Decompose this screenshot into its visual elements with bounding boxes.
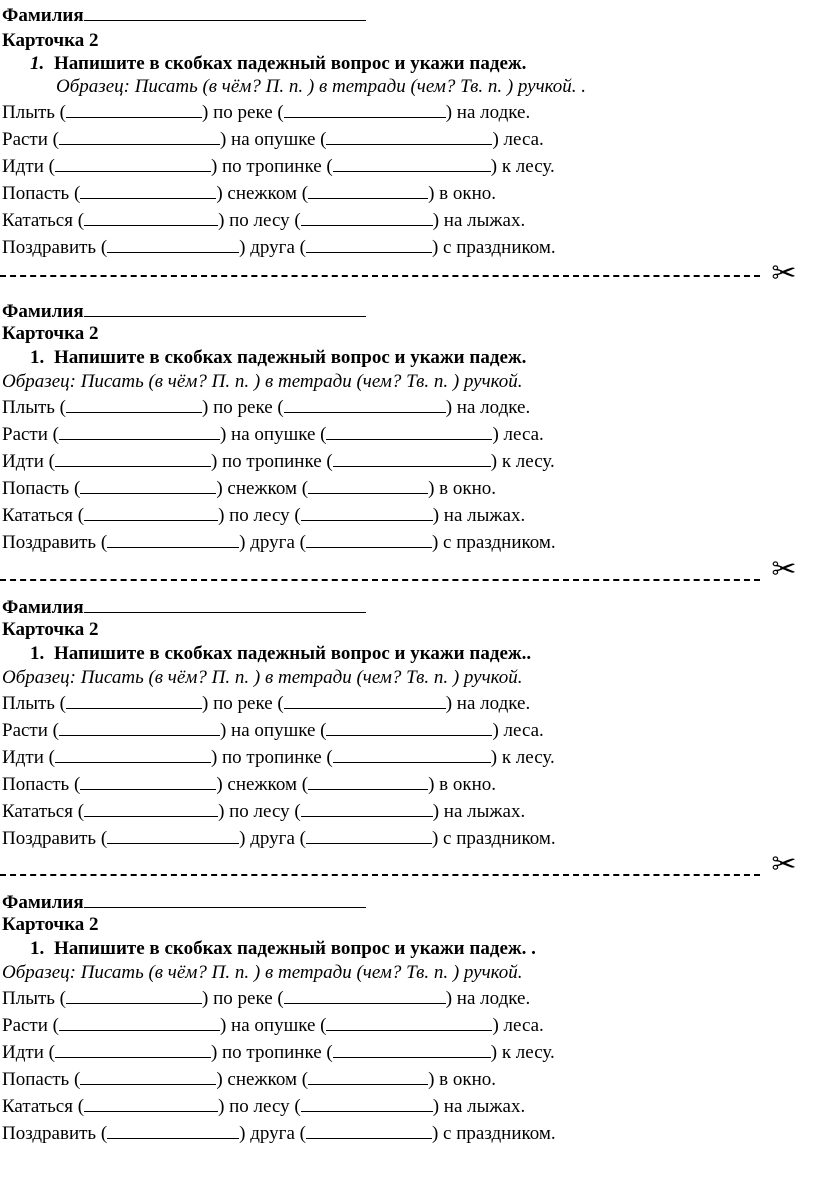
row-text: Попасть (: [2, 183, 81, 204]
row-text: ) на лодке.: [445, 988, 531, 1009]
row-text: Расти (: [2, 1015, 59, 1036]
row-text: ) к лесу.: [490, 747, 555, 768]
surname-label: Фамилия: [2, 597, 84, 618]
row-text: Кататься (: [2, 801, 85, 822]
row-text: ) снежком (: [216, 478, 309, 499]
answer-blank[interactable]: [333, 745, 491, 763]
row-text: Идти (: [2, 451, 55, 472]
row-text: Кататься (: [2, 210, 85, 231]
answer-blank[interactable]: [84, 1094, 218, 1112]
surname-blank[interactable]: [84, 299, 366, 317]
row-text: ) по лесу (: [218, 505, 301, 526]
row-text: Попасть (: [2, 478, 81, 499]
exercise-row: [2, 127, 544, 151]
row-text: ) по лесу (: [218, 210, 301, 231]
row-text: ) в окно.: [428, 183, 497, 204]
surname-blank[interactable]: [84, 890, 366, 908]
answer-blank[interactable]: [326, 422, 492, 440]
answer-blank[interactable]: [308, 476, 428, 494]
answer-blank[interactable]: [308, 1067, 428, 1085]
exercise-row: [2, 691, 530, 715]
answer-blank[interactable]: [59, 422, 220, 440]
answer-blank[interactable]: [306, 1121, 432, 1139]
answer-blank[interactable]: [84, 799, 218, 817]
example-text: Образец: Писать (в чём? П. п. ) в тетради (чем? Тв. п. ) ручкой. .: [56, 76, 587, 97]
exercise-row: [2, 826, 556, 850]
row-text: ) по лесу (: [218, 1096, 301, 1117]
row-text: ) по тропинке (: [210, 747, 333, 768]
answer-blank[interactable]: [301, 208, 433, 226]
exercise-row: [2, 154, 555, 178]
row-text: ) к лесу.: [490, 451, 555, 472]
answer-blank[interactable]: [84, 503, 218, 521]
answer-blank[interactable]: [80, 181, 216, 199]
surname-label: Фамилия: [2, 5, 84, 26]
row-text: ) на опушке (: [219, 1015, 327, 1036]
row-text: Кататься (: [2, 505, 85, 526]
answer-blank[interactable]: [66, 691, 202, 709]
card-title: Карточка 2: [2, 914, 99, 935]
row-text: Попасть (: [2, 774, 81, 795]
task-row: [30, 938, 536, 960]
answer-blank[interactable]: [284, 395, 446, 413]
answer-blank[interactable]: [326, 718, 492, 736]
row-text: ) в окно.: [428, 478, 497, 499]
exercise-row: [2, 449, 555, 473]
answer-blank[interactable]: [55, 449, 211, 467]
exercise-row: [2, 395, 530, 419]
answer-blank[interactable]: [301, 799, 433, 817]
row-text: ) друга (: [239, 532, 306, 553]
row-text: ) снежком (: [216, 774, 309, 795]
answer-blank[interactable]: [107, 826, 239, 844]
task-number: 1.: [30, 347, 45, 368]
answer-blank[interactable]: [284, 691, 446, 709]
answer-blank[interactable]: [301, 1094, 433, 1112]
row-text: ) к лесу.: [490, 1042, 555, 1063]
exercise-row: [2, 1013, 544, 1037]
cut-line: [0, 874, 760, 878]
row-text: ) в окно.: [428, 774, 497, 795]
row-text: Идти (: [2, 747, 55, 768]
answer-blank[interactable]: [333, 1040, 491, 1058]
cut-line: [0, 275, 760, 279]
row-text: ) на лодке.: [445, 102, 531, 123]
answer-blank[interactable]: [59, 1013, 220, 1031]
answer-blank[interactable]: [59, 127, 220, 145]
task-text: Напишите в скобках падежный вопрос и укажи падеж. .: [54, 938, 536, 959]
task-number: 1.: [30, 938, 45, 959]
row-text: ) с праздником.: [431, 828, 556, 849]
answer-blank[interactable]: [84, 208, 218, 226]
row-text: ) на лыжах.: [432, 210, 526, 231]
row-text: ) снежком (: [216, 1069, 309, 1090]
row-text: Расти (: [2, 129, 59, 150]
row-text: Идти (: [2, 156, 55, 177]
answer-blank[interactable]: [308, 772, 428, 790]
answer-blank[interactable]: [333, 449, 491, 467]
answer-blank[interactable]: [80, 476, 216, 494]
task-number: 1.: [30, 643, 45, 664]
row-text: Поздравить (: [2, 532, 108, 553]
row-text: ) леса.: [492, 129, 544, 150]
row-text: ) на лыжах.: [432, 801, 526, 822]
row-text: ) друга (: [239, 237, 306, 258]
task-text: Напишите в скобках падежный вопрос и укажи падеж.: [54, 347, 527, 368]
scissors-icon: ✂: [771, 553, 797, 586]
exercise-row: [2, 986, 530, 1010]
exercise-row: [2, 1067, 496, 1091]
answer-blank[interactable]: [306, 235, 432, 253]
row-text: ) леса.: [492, 720, 544, 741]
task-row: [30, 643, 531, 665]
row-text: Попасть (: [2, 1069, 81, 1090]
cut-line: [0, 579, 760, 583]
row-text: ) к лесу.: [490, 156, 555, 177]
row-text: ) по лесу (: [218, 801, 301, 822]
example-text: Образец: Писать (в чём? П. п. ) в тетради (чем? Тв. п. ) ручкой.: [2, 667, 523, 688]
row-text: ) на лыжах.: [432, 505, 526, 526]
answer-blank[interactable]: [55, 1040, 211, 1058]
exercise-row: [2, 235, 556, 259]
row-text: ) на лыжах.: [432, 1096, 526, 1117]
answer-blank[interactable]: [80, 772, 216, 790]
exercise-row: [2, 503, 525, 527]
exercise-row: [2, 208, 525, 232]
row-text: ) с праздником.: [431, 532, 556, 553]
row-text: ) по тропинке (: [210, 1042, 333, 1063]
example-text: Образец: Писать (в чём? П. п. ) в тетради (чем? Тв. п. ) ручкой.: [2, 962, 523, 983]
exercise-row: [2, 745, 555, 769]
row-text: Поздравить (: [2, 828, 108, 849]
row-text: ) по реке (: [202, 988, 284, 1009]
exercise-row: [2, 530, 556, 554]
card-title: Карточка 2: [2, 619, 99, 640]
answer-blank[interactable]: [107, 530, 239, 548]
scissors-icon: ✂: [771, 257, 797, 290]
surname-row: [2, 595, 366, 619]
answer-blank[interactable]: [80, 1067, 216, 1085]
row-text: ) в окно.: [428, 1069, 497, 1090]
answer-blank[interactable]: [326, 1013, 492, 1031]
row-text: Поздравить (: [2, 237, 108, 258]
surname-row: [2, 3, 366, 27]
answer-blank[interactable]: [55, 745, 211, 763]
exercise-row: [2, 100, 530, 124]
row-text: ) по реке (: [202, 397, 284, 418]
row-text: ) снежком (: [216, 183, 309, 204]
exercise-row: [2, 1094, 525, 1118]
example-text: Образец: Писать (в чём? П. п. ) в тетради (чем? Тв. п. ) ручкой.: [2, 371, 523, 392]
answer-blank[interactable]: [284, 100, 446, 118]
row-text: ) на лодке.: [445, 397, 531, 418]
row-text: Плыть (: [2, 397, 67, 418]
task-text: Напишите в скобках падежный вопрос и укажи падеж.: [54, 53, 527, 74]
row-text: ) леса.: [492, 1015, 544, 1036]
answer-blank[interactable]: [59, 718, 220, 736]
card-title: Карточка 2: [2, 323, 99, 344]
row-text: Плыть (: [2, 102, 67, 123]
task-text: Напишите в скобках падежный вопрос и укажи падеж..: [54, 643, 532, 664]
surname-row: [2, 890, 366, 914]
answer-blank[interactable]: [66, 986, 202, 1004]
exercise-row: [2, 476, 496, 500]
row-text: Расти (: [2, 720, 59, 741]
answer-blank[interactable]: [55, 154, 211, 172]
answer-blank[interactable]: [301, 503, 433, 521]
row-text: Плыть (: [2, 693, 67, 714]
surname-label: Фамилия: [2, 301, 84, 322]
surname-row: [2, 299, 366, 323]
row-text: ) с праздником.: [431, 237, 556, 258]
answer-blank[interactable]: [107, 1121, 239, 1139]
row-text: ) на опушке (: [219, 720, 327, 741]
answer-blank[interactable]: [306, 826, 432, 844]
task-row: [30, 53, 526, 75]
answer-blank[interactable]: [66, 395, 202, 413]
exercise-row: [2, 718, 544, 742]
answer-blank[interactable]: [326, 127, 492, 145]
row-text: ) по тропинке (: [210, 156, 333, 177]
task-number: 1.: [30, 53, 45, 74]
answer-blank[interactable]: [107, 235, 239, 253]
row-text: ) леса.: [492, 424, 544, 445]
row-text: ) по реке (: [202, 102, 284, 123]
row-text: ) на лодке.: [445, 693, 531, 714]
row-text: ) на опушке (: [219, 129, 327, 150]
exercise-row: [2, 1040, 555, 1064]
answer-blank[interactable]: [333, 154, 491, 172]
answer-blank[interactable]: [284, 986, 446, 1004]
card-title: Карточка 2: [2, 30, 99, 51]
row-text: Поздравить (: [2, 1123, 108, 1144]
scissors-icon: ✂: [771, 848, 797, 881]
row-text: Идти (: [2, 1042, 55, 1063]
surname-label: Фамилия: [2, 892, 84, 913]
exercise-row: [2, 1121, 556, 1145]
row-text: ) на опушке (: [219, 424, 327, 445]
row-text: ) друга (: [239, 1123, 306, 1144]
answer-blank[interactable]: [66, 100, 202, 118]
exercise-row: [2, 799, 525, 823]
surname-blank[interactable]: [84, 3, 366, 21]
answer-blank[interactable]: [306, 530, 432, 548]
answer-blank[interactable]: [308, 181, 428, 199]
exercise-row: [2, 181, 496, 205]
row-text: Плыть (: [2, 988, 67, 1009]
exercise-row: [2, 772, 496, 796]
row-text: Кататься (: [2, 1096, 85, 1117]
row-text: ) по тропинке (: [210, 451, 333, 472]
task-row: [30, 347, 526, 369]
surname-blank[interactable]: [84, 595, 366, 613]
row-text: ) друга (: [239, 828, 306, 849]
row-text: ) по реке (: [202, 693, 284, 714]
row-text: Расти (: [2, 424, 59, 445]
row-text: ) с праздником.: [431, 1123, 556, 1144]
exercise-row: [2, 422, 544, 446]
